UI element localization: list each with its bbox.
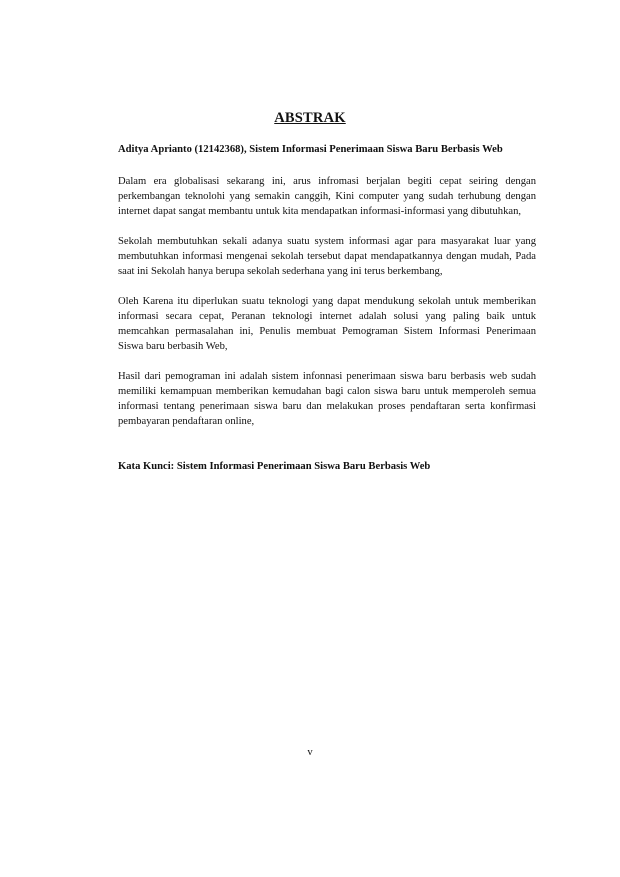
- page-title: ABSTRAK: [274, 110, 346, 126]
- paragraph: Hasil dari pemograman ini adalah sistem infonnasi penerimaan siswa baru berbasis web sudah memiliki kemampuan memberikan kemudahan bagi calon siswa baru untuk memperoleh semua informasi tentang penerimaan siswa baru dan melakukan proses pendaftaran serta konfirmasi pembayaran pendaftaran online,: [118, 371, 536, 427]
- page-number: v: [307, 747, 313, 758]
- author-line: Aditya Aprianto (12142368), Sistem Informasi Penerimaan Siswa Baru Berbasis Web: [118, 144, 503, 155]
- abstract-body: [118, 142, 536, 474]
- paragraph: Dalam era globalisasi sekarang ini, arus infromasi berjalan begiti cepat seiring dengan perkembangan teknolohi yang semakin canggih, Kini computer yang sudah terhubung dengan internet dapat sangat membantu untuk kita mendapatkan informasi-informasi yang dibutuhkan,: [118, 176, 536, 217]
- keywords-line: Kata Kunci: Sistem Informasi Penerimaan Siswa Baru Berbasis Web: [118, 461, 431, 472]
- paragraph: Oleh Karena itu diperlukan suatu teknologi yang dapat mendukung sekolah untuk memberikan informasi secara cepat, Peranan teknologi internet adalah solusi yang paling baik untuk memcahkan permasalahan ini, Penulis membuat Pemograman Sistem Informasi Penerimaan Siswa baru berbasih Web,: [118, 296, 536, 352]
- paragraph: Sekolah membutuhkan sekali adanya suatu system informasi agar para masyarakat luar yang membutuhkan informasi mengenai sekolah tersebut dapat mendapatkannya dengan mudah, Pada saat ini Sekolah hanya berupa sekolah sederhana yang ini terus berkembang,: [118, 236, 536, 277]
